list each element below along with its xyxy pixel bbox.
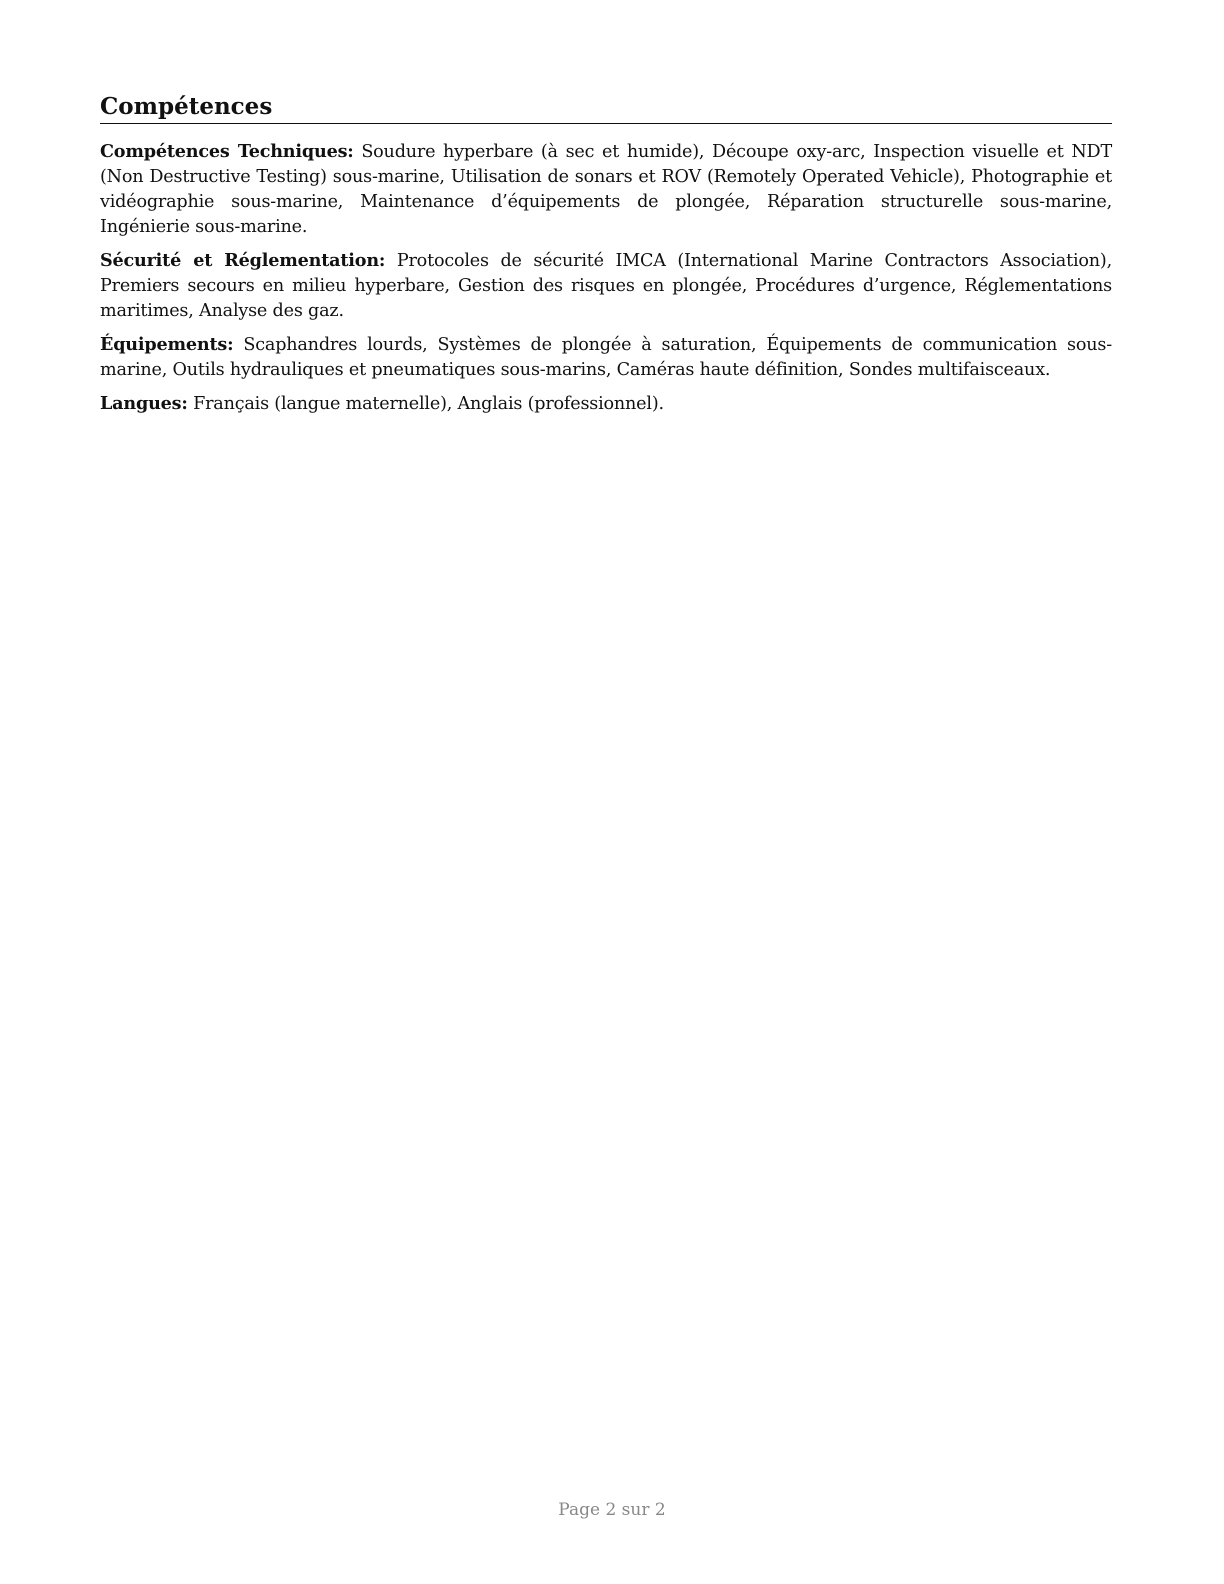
entry-text: Soudure hyperbare (à sec et humide), Découpe oxy-arc, Inspection visuelle et NDT (Non Destructive Testing) sous-marine, Utilisation de sonars et ROV (Remotely Operated Vehicle), Photographie et vidéographie sous-marine, Maintenance d’équipements de plongée, Réparation structurelle sous-marine, Ingénierie sous-marine. bbox=[100, 142, 1112, 237]
entry-label: Compétences Techniques: bbox=[100, 141, 354, 162]
section-title: Compétences bbox=[100, 92, 1112, 124]
entry-text: Français (langue maternelle), Anglais (professionnel). bbox=[193, 394, 664, 414]
entry-label: Langues: bbox=[100, 393, 188, 414]
skills-languages bbox=[100, 391, 1112, 417]
skills-technical bbox=[100, 139, 1112, 240]
entry-label: Équipements: bbox=[100, 334, 234, 355]
entry-label: Sécurité et Réglementation: bbox=[100, 250, 386, 271]
entry-text: Protocoles de sécurité IMCA (International Marine Contractors Association), Premiers secours en milieu hyperbare, Gestion des risques en plongée, Procédures d’urgence, Réglementations maritimes, Analyse des gaz. bbox=[100, 251, 1112, 321]
skills-safety bbox=[100, 248, 1112, 324]
skills-equipment bbox=[100, 332, 1112, 383]
entry-text: Scaphandres lourds, Systèmes de plongée à saturation, Équipements de communication sous-marine, Outils hydrauliques et pneumatiques sous-marins, Caméras haute définition, Sondes multifaisceaux. bbox=[100, 335, 1112, 380]
skills-list bbox=[100, 139, 1112, 417]
page-number: Page 2 sur 2 bbox=[558, 1500, 666, 1520]
document-page bbox=[100, 92, 1112, 425]
